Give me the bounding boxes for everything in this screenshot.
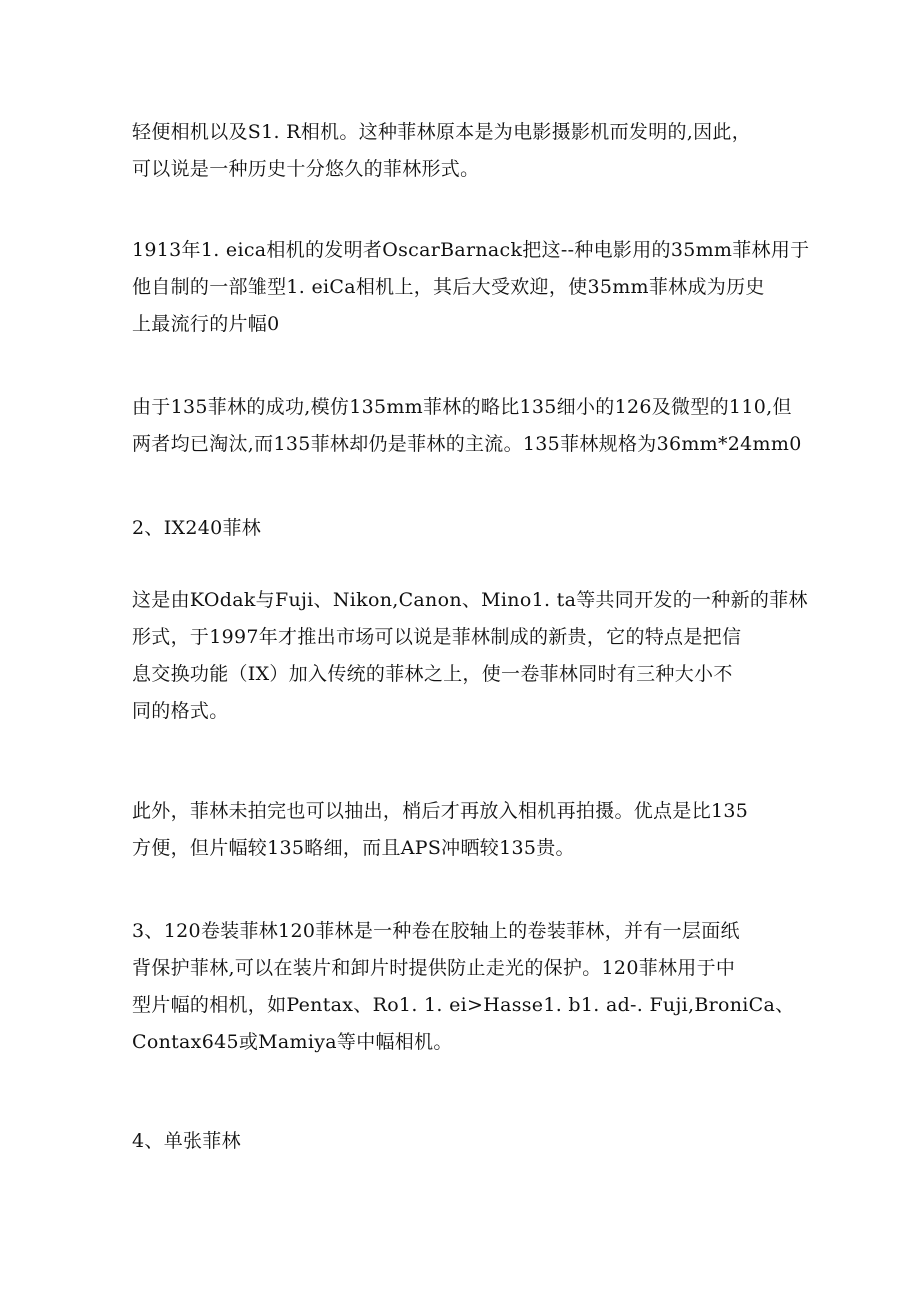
text-line: 由于135菲林的成功,模仿135mm菲林的略比135细小的126及微型的110,但 <box>132 396 792 418</box>
text-line: 方便，但片幅较135略细，而且APS冲晒较135贵。 <box>132 837 575 859</box>
text-line: 型片幅的相机，如Pentax、Ro1. 1. ei>Hasse1. b1. ad-. Fuji,BroniCa、 <box>132 994 795 1016</box>
text-line: 上最流行的片幅0 <box>132 313 280 335</box>
paragraph-120-film <box>132 913 812 1061</box>
text-line: 他自制的一部雏型1. eiCa相机上，其后大受欢迎，使35mm菲林成为历史 <box>132 276 765 298</box>
text-line: 背保护菲林,可以在装片和卸片时提供防止走光的保护。120菲林用于中 <box>132 957 736 979</box>
paragraph-leica-history <box>132 232 812 343</box>
text-line: 此外，菲林未拍完也可以抽出，梢后才再放入相机再拍摄。优点是比135 <box>132 800 749 822</box>
paragraph-ix240-description <box>132 582 812 730</box>
text-line: 两者均已淘汰,而135菲林却仍是菲林的主流。135菲林规格为36mm*24mm0 <box>132 433 802 455</box>
text-line: 可以说是一种历史十分悠久的菲林形式。 <box>132 158 480 180</box>
text-line: 同的格式。 <box>132 700 229 722</box>
text-line: 4、单张菲林 <box>132 1130 241 1152</box>
paragraph-ix240-advantages <box>132 793 812 867</box>
text-line: 息交换功能（IX）加入传统的菲林之上，使一卷菲林同时有三种大小不 <box>132 663 733 685</box>
text-line: Contax645或Mamiya等中幅相机。 <box>132 1031 453 1053</box>
text-line: 2、IX240菲林 <box>132 517 262 539</box>
text-line: 轻便相机以及S1. R相机。这种菲林原本是为电影摄影机而发明的,因此， <box>132 121 752 143</box>
paragraph-slr-origin <box>132 114 812 188</box>
section-heading-ix240 <box>132 510 812 547</box>
text-line: 1913年1. eica相机的发明者OscarBarnack把这--种电影用的35mm菲林用于 <box>132 239 810 261</box>
paragraph-135-film <box>132 389 812 463</box>
text-line: 3、120卷装菲林120菲林是一种卷在胶轴上的卷装菲林，并有一层面纸 <box>132 920 740 942</box>
text-line: 这是由KOdak与Fuji、Nikon,Canon、Mino1. ta等共同开发的一种新的菲林 <box>132 589 808 611</box>
text-line: 形式，于1997年才推出市场可以说是菲林制成的新贵，它的特点是把信 <box>132 626 742 648</box>
section-heading-sheet-film <box>132 1123 812 1160</box>
